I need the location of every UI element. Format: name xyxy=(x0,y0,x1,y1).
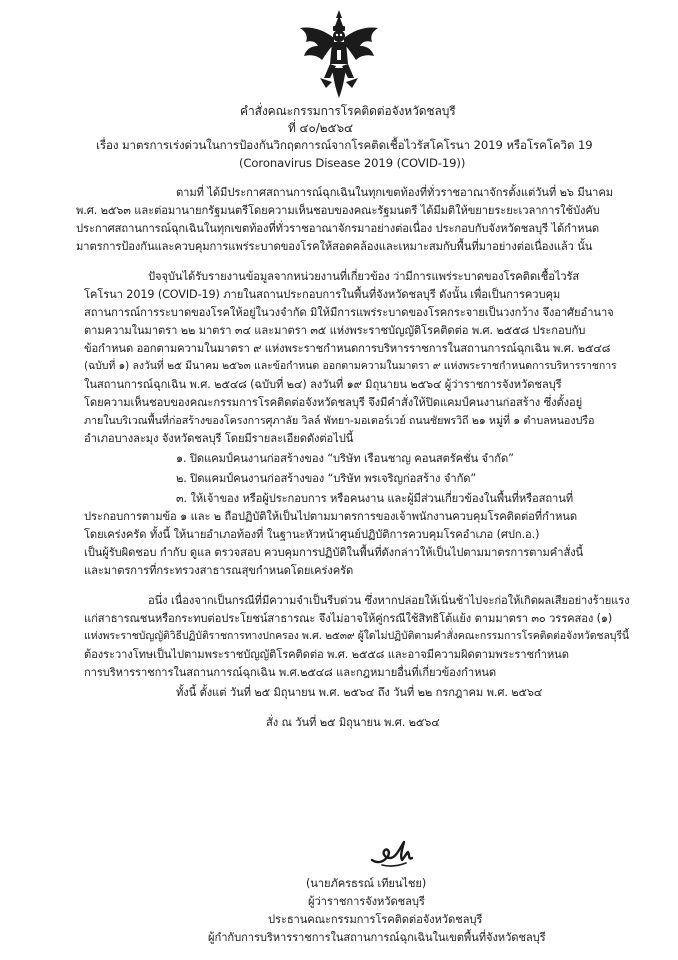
garuda-emblem-icon xyxy=(296,8,382,100)
paragraph-2-line: (ฉบับที่ ๑) ลงวันที่ ๒๕ มีนาคม ๒๕๖๓ และข้อกำหนด ออกตามความในมาตรา ๙ แห่งพระราชกำหนดการบริหารราชการ xyxy=(84,360,617,372)
paragraph-2-line: โดยความเห็นชอบของคณะกรรมการโรคติดต่อจังหวัดชลบุรี จึงมีคำสั่งให้ปิดแคมป์คนงานก่อสร้าง ซึ่งตั้งอยู่ xyxy=(84,396,583,409)
order-item-2: ๒. ปิดแคมป์คนงานก่อสร้างของ “บริษัท พรเจริญก่อสร้าง จำกัด” xyxy=(176,472,477,485)
order-number: ที่ ๔๐/๒๕๖๔ xyxy=(288,121,353,135)
paragraph-3-line: การบริหารราชการในสถานการณ์ฉุกเฉิน พ.ศ.๒๕๔๘ และกฎหมายอื่นที่เกี่ยวข้องกำหนด xyxy=(84,666,497,679)
paragraph-2-line: โคโรนา 2019 (COVID-19) ภายในสถานประกอบการในพื้นที่จังหวัดชลบุรี ดังนั้น เพื่อเป็นการควบคุม xyxy=(84,288,561,301)
signatory-title-committee-chair: ประธานคณะกรรมการโรคติดต่อจังหวัดชลบุรี xyxy=(268,913,483,926)
order-item-3-line: ประกอบการตามข้อ ๑ และ ๒ ถือปฏิบัติให้เป็นไปตามมาตรการของเจ้าพนักงานควบคุมโรคติดต่อที่กำหนด xyxy=(84,510,578,523)
order-item-3-line: ๓. ให้เจ้าของ หรือผู้ประกอบการ หรือคนงาน และผู้มีส่วนเกี่ยวข้องในพื้นที่หรือสถานที่ xyxy=(176,492,574,505)
order-item-1: ๑. ปิดแคมป์คนงานก่อสร้างของ “บริษัท เรือนชาญ คอนสตรัคชั่น จำกัด” xyxy=(176,452,514,465)
order-item-3-line: และมาตรการที่กระทรวงสาธารณสุขกำหนดโดยเคร่งครัด xyxy=(84,564,354,577)
signatory-title-emergency-supervisor: ผู้กำกับการบริหารราชการในสถานการณ์ฉุกเฉินในเขตพื้นที่จังหวัดชลบุรี xyxy=(208,931,546,944)
paragraph-3-line: อนึ่ง เนื่องจากเป็นกรณีที่มีความจำเป็นรีบด่วน ซึ่งหากปล่อยให้เนิ่นช้าไปจะก่อให้เกิดผลเสียอย่างร้ายแรง xyxy=(148,594,630,607)
paragraph-1-line: พ.ศ. ๒๕๖๓ และต่อมานายกรัฐมนตรีโดยความเห็นชอบของคณะรัฐมนตรี ได้มีมติให้ขยายระยะเวลาการใช้บังคับ xyxy=(76,204,600,217)
paragraph-2-line: อำเภอบางละมุง จังหวัดชลบุรี โดยมีรายละเอียดดังต่อไปนี้ xyxy=(84,432,354,445)
paragraph-1-line: ตามที่ ได้มีประกาศสถานการณ์ฉุกเฉินในทุกเขตท้องที่ทั่วราชอาณาจักรตั้งแต่วันที่ ๒๖ มีนาคม xyxy=(176,186,613,199)
order-subject-english: (Coronavirus Disease 2019 (COVID-19)) xyxy=(239,156,466,170)
order-date: สั่ง ณ วันที่ ๒๕ มิถุนายน พ.ศ. ๒๕๖๔ xyxy=(266,716,440,729)
paragraph-1-line: มาตรการป้องกันและควบคุมการแพร่ระบาดของโรคให้สอดคล้องและเหมาะสมกับพื้นที่มาอย่างต่อเนื่องแล้ว นั้น xyxy=(76,240,593,253)
order-item-3-line: โดยเคร่งครัด ทั้งนี้ ให้นายอำเภอท้องที่ ในฐานะหัวหน้าศูนย์ปฏิบัติการควบคุมโรคอำเภอ (ศปก.อ.) xyxy=(84,528,540,541)
order-subject: เรื่อง มาตรการเร่งด่วนในการป้องกันวิกฤตการณ์จากโรคติดเชื้อไวรัสโคโรนา 2019 หรือโรคโควิด 19 xyxy=(96,138,593,152)
paragraph-3-line: แก่สาธารณชนหรือกระทบต่อประโยชน์สาธารณะ จึงไม่อาจให้คู่กรณีใช้สิทธิโต้แย้ง ตามมาตรา ๓๐ วรรคสอง (๑) xyxy=(84,612,613,625)
paragraph-3-line: ต้องระวางโทษเป็นไปตามพระราชบัญญัติโรคติดต่อ พ.ศ. ๒๕๕๘ และอาจมีความผิดตามพระราชกำหนด xyxy=(84,648,569,661)
signature-mark xyxy=(364,834,424,870)
paragraph-2-line: สถานการณ์การระบาดของโรคให้อยู่ในวงจำกัด มิให้มีการแพร่ระบาดของโรคกระจายเป็นวงกว้าง จึงอาศัยอำนาจ xyxy=(84,306,614,319)
issuer-heading: คำสั่งคณะกรรมการโรคติดต่อจังหวัดชลบุรี xyxy=(240,104,456,118)
paragraph-2-line: ปัจจุบันได้รับรายงานข้อมูลจากหน่วยงานที่เกี่ยวข้อง ว่ามีการแพร่ระบาดของโรคติดเชื้อไวรัส xyxy=(148,270,580,283)
paragraph-2-line: ในสถานการณ์ฉุกเฉิน พ.ศ. ๒๕๔๘ (ฉบับที่ ๒๔) ลงวันที่ ๑๙ มิถุนายน ๒๕๖๔ ผู้ว่าราชการจังหวัดชลบุรี xyxy=(84,378,562,391)
effective-period: ทั้งนี้ ตั้งแต่ วันที่ ๒๕ มิถุนายน พ.ศ. ๒๕๖๔ ถึง วันที่ ๒๒ กรกฎาคม พ.ศ. ๒๕๖๔ xyxy=(176,686,543,699)
signatory-name: (นายภัครธรณ์ เทียนไชย) xyxy=(306,877,427,890)
paragraph-2-line: ตามความในมาตรา ๒๒ มาตรา ๓๔ และมาตรา ๓๕ แห่งพระราชบัญญัติโรคติดต่อ พ.ศ. ๒๕๕๘ ประกอบกับ xyxy=(84,324,586,337)
paragraph-2-line: ข้อกำหนด ออกตามความในมาตรา ๙ แห่งพระราชกำหนดการบริหารราชการในสถานการณ์ฉุกเฉิน พ.ศ. ๒๕๔๘ xyxy=(84,342,611,355)
paragraph-1-line: ประกาศสถานการณ์ฉุกเฉินในทุกเขตท้องที่ทั่วราชอาณาจักรมาอย่างต่อเนื่อง ประกอบกับจังหวัดชลบุรี ได้กำหนด xyxy=(76,222,600,235)
signatory-title-governor: ผู้ว่าราชการจังหวัดชลบุรี xyxy=(308,895,425,908)
paragraph-2-line: ภายในบริเวณพื้นที่ก่อสร้างของโครงการศุภาลัย วิลล์ พัทยา-มอเตอร์เวย์ ถนนชัยพรวิถี ๒๑ หมู่ที่ ๑ ตำบลหนองปรือ xyxy=(84,414,595,427)
paragraph-3-line: แห่งพระราชบัญญัติวิธีปฏิบัติราชการทางปกครอง พ.ศ. ๒๕๓๙ ผู้ใดไม่ปฏิบัติตามคำสั่งคณะกรรมการโรคติดต่อจังหวัดชลบุรีนี้ xyxy=(84,630,629,642)
order-item-3-line: เป็นผู้รับผิดชอบ กำกับ ดูแล ตรวจสอบ ควบคุมการปฏิบัติในพื้นที่ดังกล่าวให้เป็นไปตามมาตรการตามคำสั่งนี้ xyxy=(84,546,584,559)
